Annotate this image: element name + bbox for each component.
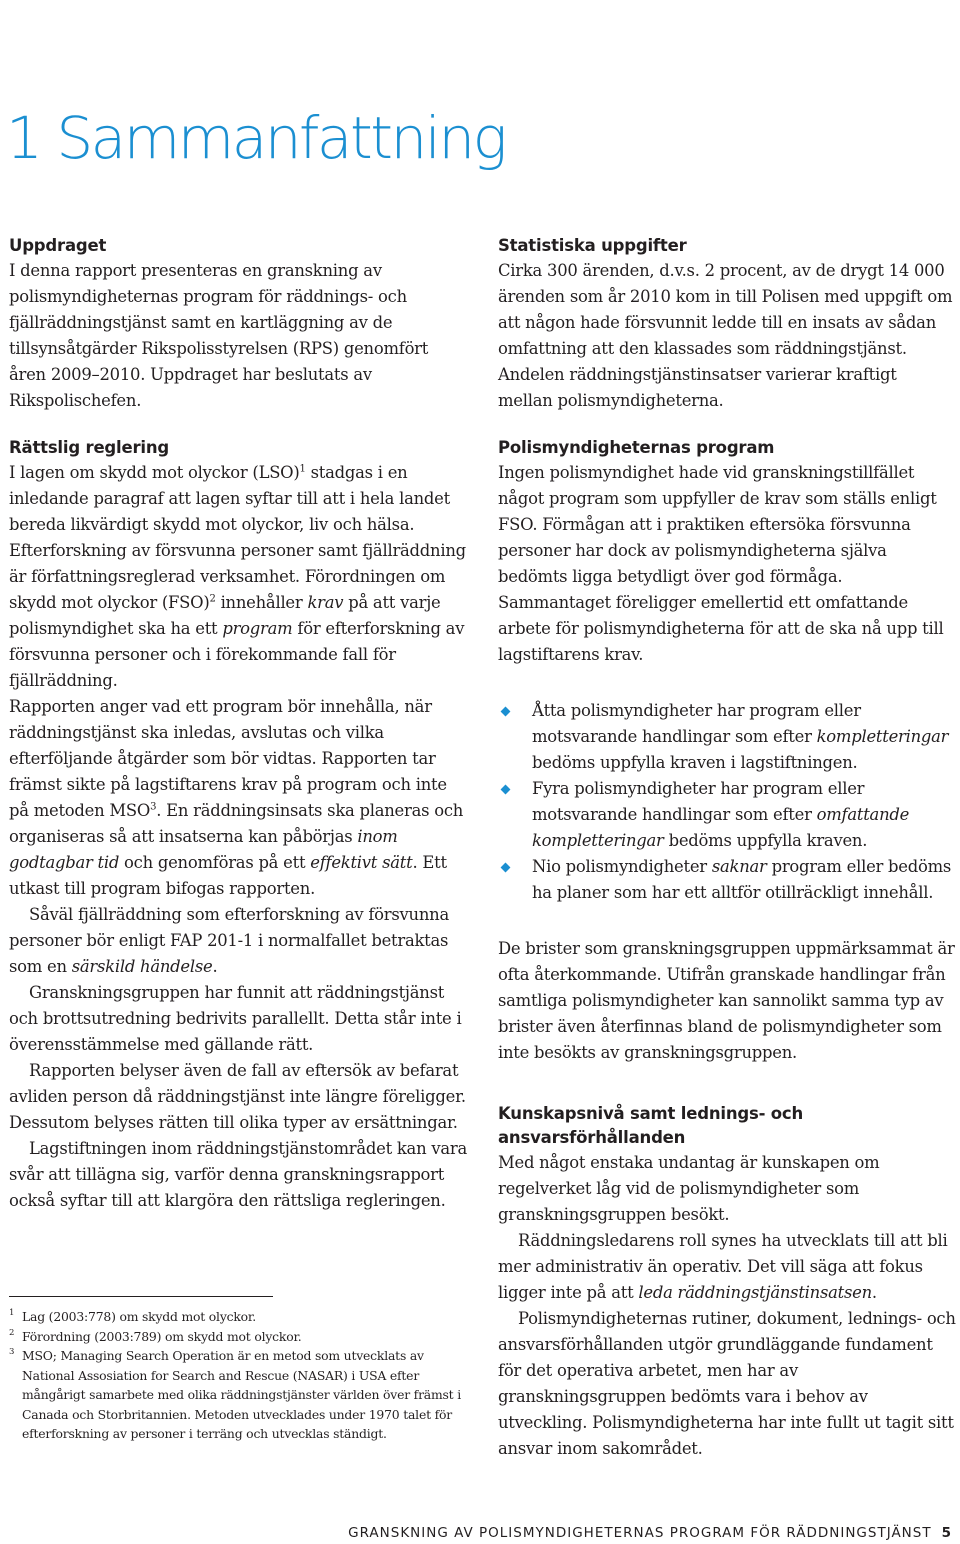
footnote-number: 2 [9, 1327, 15, 1338]
text-span: . [871, 1283, 877, 1302]
text-span: Räddningsledarens roll synes ha utvecklats till att bli mer administrativ än operativ. Det vill säga att fokus ligger inte på att [498, 1231, 948, 1302]
text-span: Åtta polismyndigheter har program eller motsvarande handlingar som efter [532, 701, 861, 746]
paragraph: Lagstiftningen inom räddningstjänstområdet kan vara svår att tillägna sig, varför denna granskningsrapport också syftar till att klargöra den rättsliga regleringen. [9, 1139, 467, 1210]
paragraph: Granskningsgruppen har funnit att räddningstjänst och brottsutredning bedrivits parallellt. Detta står inte i överensstämmelse med gällande rätt. [9, 983, 462, 1054]
emphasis: saknar [711, 857, 767, 876]
text-span: Rapporten anger vad ett program bör innehålla, när räddningstjänst ska inledas, avslutas och vilka efterföljande åtgärder som bör vidtas. Rapporten tar främst sikte på lagstiftarens krav på program och inte på metoden MSO [9, 697, 447, 820]
paragraph [498, 1228, 956, 1306]
emphasis: effektivt sätt [310, 853, 413, 872]
footnote-text: MSO; Managing Search Operation är en metod som utvecklats av National Assosiation for Search and Rescue (NASAR) i USA efter mångårigt samarbete med olika räddningstjänster världen över främst i Canada och Storbritannien. Metoden utvecklades under 1970 talet för efterforskning av personer i terräng och utvecklas ständigt. [22, 1348, 461, 1441]
paragraph: De brister som granskningsgruppen uppmärksammat är ofta återkommande. Utifrån granskade handlingar från samtliga polismyndigheter kan sannolikt samma typ av brister även återfinnas bland de polismyndigheter som inte besökts av granskningsgruppen. [498, 939, 955, 1062]
diamond-bullet-icon [501, 863, 511, 873]
paragraph [9, 538, 467, 694]
diamond-bullet-icon [501, 785, 511, 795]
running-title: GRANSKNING AV POLISMYNDIGHETERNAS PROGRAM FÖR RÄDDNINGSTJÄNST [348, 1525, 932, 1541]
section-heading-rattslig-reglering: Rättslig reglering [9, 438, 170, 457]
footnotes [9, 1296, 469, 1444]
paragraph [9, 694, 467, 902]
right-column [498, 234, 956, 1462]
paragraph: Polismyndigheternas rutiner, dokument, lednings- och ansvarsförhållanden utgör grundläggande fundament för det operativa arbetet, men har av granskningsgruppen bedömts vara i behov av utveckling. Polismyndigheterna har inte fullt ut tagit sitt ansvar inom sakområdet. [498, 1309, 956, 1458]
footnote-divider [9, 1296, 273, 1297]
text-span: I lagen om skydd mot olyckor (LSO) [9, 463, 300, 482]
footnote-3 [9, 1346, 469, 1444]
text-span: bedöms uppfylla kraven i lagstiftningen. [532, 753, 858, 772]
text-span: bedöms uppfylla kraven. [663, 831, 868, 850]
paragraph: I denna rapport presenteras en granskning av polismyndigheternas program för räddnings- och fjällräddningstjänst samt en kartläggning av de tillsynsåtgärder Rikspolisstyrelsen (RPS) genomfört åren 2009–2010. Uppdraget har beslutats av Rikspolischefen. [9, 261, 429, 410]
text-span: innehåller [215, 593, 308, 612]
bullet-item [498, 698, 956, 776]
emphasis: omfattande kompletteringar [532, 805, 910, 850]
text-span: . [212, 957, 218, 976]
text-span: Nio polismyndigheter [532, 857, 712, 876]
page-title: 1 Sammanfattning [6, 104, 505, 172]
paragraph: Ingen polismyndighet hade vid granskningstillfället något program som uppfyller de krav som ställs enligt FSO. Förmågan att i praktiken eftersöka försvunna personer har dock av polismyndigheterna själva bedömts ligga betydligt över god förmåga. Sammantaget föreligger emellertid ett omfattande arbete för polismyndigheterna för att de ska nå upp till lagstiftarens krav. [498, 463, 944, 664]
emphasis: inom godtagbar tid [9, 827, 398, 872]
paragraph [9, 902, 467, 980]
emphasis: särskild händelse [71, 957, 213, 976]
bullet-item [498, 776, 956, 854]
text-span: Såväl fjällräddning som efterforskning av försvunna personer bör enligt FAP 201-1 i normalfallet betraktas som en [9, 905, 450, 976]
left-column [9, 234, 467, 1214]
page-number: 5 [941, 1525, 952, 1541]
paragraph: Cirka 300 ärenden, d.v.s. 2 procent, av de drygt 14 000 ärenden som år 2010 kom in till Polisen med uppgift om att någon hade försvunnit ledde till en insats av sådan omfattning att den klassades som räddningstjänst. Andelen räddningstjänstinsatser varierar kraftigt mellan polismyndigheterna. [498, 261, 953, 410]
emphasis: program [222, 619, 293, 638]
text-span: och genomföras på ett [119, 853, 311, 872]
footnote-ref[interactable]: 1 [299, 463, 306, 475]
text-span: för efterforskning av försvunna personer och i förekommande fall för fjällräddning. [9, 619, 465, 690]
footnote-text: Förordning (2003:789) om skydd mot olyckor. [22, 1328, 302, 1344]
section-heading-statistiska-uppgifter: Statistiska uppgifter [498, 236, 687, 255]
footnote-ref[interactable]: 2 [209, 593, 216, 605]
paragraph [9, 460, 467, 538]
footnote-ref[interactable]: 3 [150, 801, 157, 813]
paragraph: Med något enstaka undantag är kunskapen om regelverket låg vid de polismyndigheter som granskningsgruppen besökt. [498, 1153, 880, 1224]
footnote-1 [9, 1307, 469, 1327]
text-span: på att varje polismyndighet ska ha ett [9, 593, 441, 638]
text-span: Efterforskning av försvunna personer samt fjällräddning är författningsreglerad verksamhet. Förordningen om skydd mot olyckor (FSO) [9, 541, 466, 612]
emphasis: krav [307, 593, 344, 612]
bullet-item [498, 854, 956, 906]
footnote-2 [9, 1327, 469, 1347]
section-heading-polismyndigheternas-program: Polismyndigheternas program [498, 438, 775, 457]
section-heading-kunskapsniva: Kunskapsnivå samt lednings- och ansvarsförhållanden [498, 1104, 804, 1147]
bullet-list [498, 698, 956, 906]
text-span: program eller bedöms ha planer som har ett alltför otillräckligt innehåll. [532, 857, 952, 902]
emphasis: kompletteringar [816, 727, 949, 746]
page-footer [348, 1525, 952, 1541]
paragraph: Rapporten belyser även de fall av eftersök av befarat avliden person då räddningstjänst inte längre föreligger. Dessutom belyses rätten till olika typer av ersättningar. [9, 1061, 466, 1132]
text-span: stadgas i en inledande paragraf att lagen syftar till att i hela landet bereda likvärdigt skydd mot olyckor, liv och hälsa. [9, 463, 450, 534]
text-span: Fyra polismyndigheter har program eller motsvarande handlingar som efter [532, 779, 865, 824]
diamond-bullet-icon [501, 707, 511, 717]
footnote-number: 3 [9, 1347, 15, 1357]
footnote-number: 1 [9, 1308, 15, 1318]
section-heading-uppdraget: Uppdraget [9, 236, 107, 255]
text-span: . En räddningsinsats ska planeras och organiseras så att insatserna kan påbörjas [9, 801, 464, 846]
footnote-text: Lag (2003:778) om skydd mot olyckor. [22, 1309, 257, 1324]
emphasis: leda räddningstjänstinsatsen [638, 1283, 872, 1302]
text-span: . Ett utkast till program bifogas rapporten. [9, 853, 447, 898]
